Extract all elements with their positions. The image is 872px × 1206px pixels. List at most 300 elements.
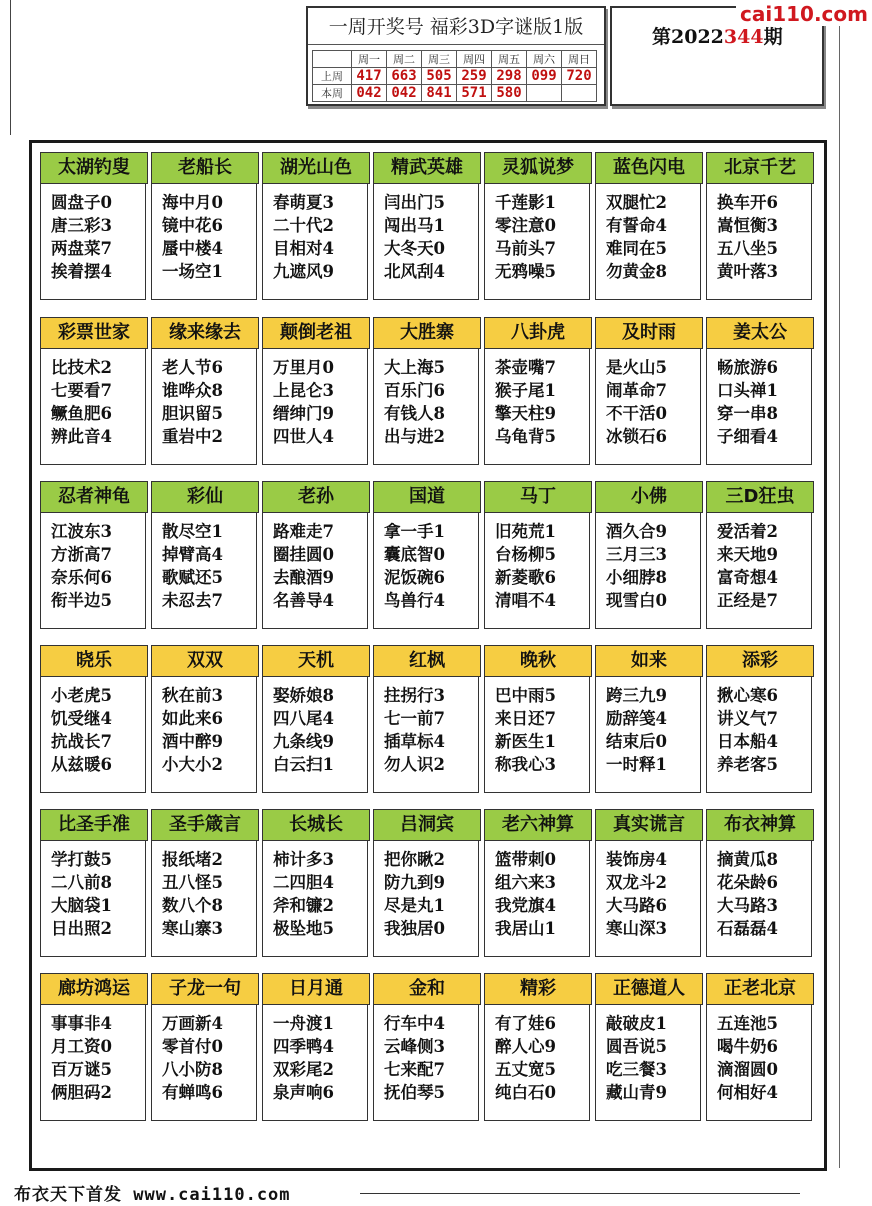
riddle-line: 蜃中楼4 bbox=[162, 239, 223, 258]
riddle-block-title: 太湖钓叟 bbox=[40, 152, 148, 184]
riddle-line: 吃三餐3 bbox=[606, 1060, 667, 1079]
riddle-line: 未忍去7 bbox=[162, 591, 223, 610]
draw-number: 841 bbox=[422, 85, 457, 102]
riddle-block-title: 吕洞宾 bbox=[373, 809, 481, 841]
riddle-lines bbox=[717, 848, 813, 940]
riddle-line: 柿计多3 bbox=[273, 850, 334, 869]
riddle-line: 勿黄金8 bbox=[606, 262, 667, 281]
riddle-block bbox=[595, 973, 701, 1121]
riddle-block bbox=[262, 809, 368, 957]
riddle-block bbox=[262, 481, 368, 629]
riddle-block bbox=[706, 152, 812, 300]
riddle-line: 辨此音4 bbox=[51, 427, 112, 446]
riddle-block-title: 晓乐 bbox=[40, 645, 148, 677]
riddle-block bbox=[151, 973, 257, 1121]
riddle-line: 老人节6 bbox=[162, 358, 223, 377]
riddle-lines bbox=[273, 191, 369, 283]
draw-number: 505 bbox=[422, 68, 457, 85]
weekly-draw-box bbox=[306, 6, 606, 106]
draw-number: 042 bbox=[352, 85, 387, 102]
riddle-line: 小老虎5 bbox=[51, 686, 112, 705]
riddle-lines bbox=[606, 1012, 702, 1104]
day-header: 周三 bbox=[422, 51, 457, 68]
riddle-block-title: 正德道人 bbox=[595, 973, 703, 1005]
riddle-block-title: 马丁 bbox=[484, 481, 592, 513]
riddle-line: 镜中花6 bbox=[162, 216, 223, 235]
riddle-line: 七一前7 bbox=[384, 709, 445, 728]
riddle-line: 无鸦噪5 bbox=[495, 262, 556, 281]
riddle-lines bbox=[384, 848, 480, 940]
riddle-line: 插草标4 bbox=[384, 732, 445, 751]
riddle-line: 掉臂高4 bbox=[162, 545, 223, 564]
riddle-line: 散尽空1 bbox=[162, 522, 223, 541]
riddle-line: 拿一手1 bbox=[384, 522, 445, 541]
riddle-block bbox=[262, 645, 368, 793]
riddle-line: 大冬天0 bbox=[384, 239, 445, 258]
riddle-lines bbox=[51, 1012, 147, 1104]
draw-number: 042 bbox=[387, 85, 422, 102]
riddle-line: 报纸堵2 bbox=[162, 850, 223, 869]
riddle-lines bbox=[495, 520, 591, 612]
riddle-line: 乌龟背5 bbox=[495, 427, 556, 446]
riddle-line: 圆盘子0 bbox=[51, 193, 112, 212]
riddle-line: 藏山青9 bbox=[606, 1083, 667, 1102]
riddle-line: 二八前8 bbox=[51, 873, 112, 892]
this-week-row bbox=[313, 85, 597, 102]
draw-number: 099 bbox=[527, 68, 562, 85]
riddle-line: 篮带刺0 bbox=[495, 850, 556, 869]
draw-number: 571 bbox=[457, 85, 492, 102]
riddle-lines bbox=[162, 191, 258, 283]
riddle-line: 我居山1 bbox=[495, 919, 556, 938]
site-logo-text[interactable]: cai110.com bbox=[736, 2, 872, 26]
riddle-lines bbox=[273, 684, 369, 776]
riddle-line: 敲破皮1 bbox=[606, 1014, 667, 1033]
riddle-block bbox=[595, 809, 701, 957]
riddle-line: 勿人识2 bbox=[384, 755, 445, 774]
riddle-block-title: 正老北京 bbox=[706, 973, 814, 1005]
riddle-lines bbox=[384, 356, 480, 448]
riddle-line: 泥饭碗6 bbox=[384, 568, 445, 587]
riddle-line: 装饰房4 bbox=[606, 850, 667, 869]
riddle-block bbox=[706, 973, 812, 1121]
riddle-line: 日本船4 bbox=[717, 732, 778, 751]
riddle-line: 新菱歌6 bbox=[495, 568, 556, 587]
riddle-line: 马前头7 bbox=[495, 239, 556, 258]
riddle-lines bbox=[384, 1012, 480, 1104]
riddle-block-title: 三D狂虫 bbox=[706, 481, 814, 513]
riddle-block-title: 姜太公 bbox=[706, 317, 814, 349]
riddle-block bbox=[373, 973, 479, 1121]
riddle-line: 闹革命7 bbox=[606, 381, 667, 400]
riddle-line: 千莲影1 bbox=[495, 193, 556, 212]
riddle-line: 闯出马1 bbox=[384, 216, 445, 235]
riddle-lines bbox=[273, 1012, 369, 1104]
riddle-lines bbox=[606, 848, 702, 940]
draw-number bbox=[562, 85, 597, 102]
riddle-line: 行车中4 bbox=[384, 1014, 445, 1033]
row-label: 本周 bbox=[313, 85, 352, 102]
footer-rule bbox=[360, 1193, 800, 1194]
riddle-lines bbox=[51, 520, 147, 612]
riddle-line: 数八个8 bbox=[162, 896, 223, 915]
riddle-block bbox=[151, 481, 257, 629]
riddle-line: 滴溜圆0 bbox=[717, 1060, 778, 1079]
riddle-block bbox=[706, 645, 812, 793]
riddle-lines bbox=[384, 191, 480, 283]
riddle-lines bbox=[162, 1012, 258, 1104]
riddle-line: 称我心3 bbox=[495, 755, 556, 774]
riddle-line: 富奇想4 bbox=[717, 568, 778, 587]
riddle-lines bbox=[717, 684, 813, 776]
riddle-block bbox=[595, 317, 701, 465]
riddle-block bbox=[40, 973, 146, 1121]
riddle-line: 四八尾4 bbox=[273, 709, 334, 728]
riddle-block-title: 添彩 bbox=[706, 645, 814, 677]
riddle-lines bbox=[51, 684, 147, 776]
riddle-line: 挨着摆4 bbox=[51, 262, 112, 281]
riddle-block bbox=[40, 152, 146, 300]
riddle-block-title: 颠倒老祖 bbox=[262, 317, 370, 349]
riddle-line: 百乐门6 bbox=[384, 381, 445, 400]
riddle-line: 是火山5 bbox=[606, 358, 667, 377]
riddle-grid bbox=[29, 140, 827, 1171]
riddle-line: 清唱不4 bbox=[495, 591, 556, 610]
riddle-line: 八小防8 bbox=[162, 1060, 223, 1079]
riddle-line: 圆吾说5 bbox=[606, 1037, 667, 1056]
day-header: 周五 bbox=[492, 51, 527, 68]
riddle-lines bbox=[606, 520, 702, 612]
riddle-line: 鸟兽行4 bbox=[384, 591, 445, 610]
riddle-line: 零首付0 bbox=[162, 1037, 223, 1056]
riddle-line: 学打鼓5 bbox=[51, 850, 112, 869]
riddle-line: 方浙高7 bbox=[51, 545, 112, 564]
riddle-line: 讲义气7 bbox=[717, 709, 778, 728]
riddle-block-title: 晚秋 bbox=[484, 645, 592, 677]
riddle-line: 去酿酒9 bbox=[273, 568, 334, 587]
riddle-line: 有蝉鸣6 bbox=[162, 1083, 223, 1102]
riddle-lines bbox=[495, 356, 591, 448]
riddle-block bbox=[484, 481, 590, 629]
riddle-line: 上昆仑3 bbox=[273, 381, 334, 400]
riddle-line: 丑八怪5 bbox=[162, 873, 223, 892]
riddle-lines bbox=[384, 520, 480, 612]
row-label: 上周 bbox=[313, 68, 352, 85]
riddle-block-title: 圣手箴言 bbox=[151, 809, 259, 841]
riddle-line: 口头禅1 bbox=[717, 381, 778, 400]
riddle-line: 现雪白0 bbox=[606, 591, 667, 610]
riddle-line: 畅旅游6 bbox=[717, 358, 778, 377]
riddle-line: 九遮风9 bbox=[273, 262, 334, 281]
draw-number: 663 bbox=[387, 68, 422, 85]
riddle-line: 俩胆码2 bbox=[51, 1083, 112, 1102]
riddle-lines bbox=[495, 684, 591, 776]
riddle-line: 五丈宽5 bbox=[495, 1060, 556, 1079]
riddle-block-title: 蓝色闪电 bbox=[595, 152, 703, 184]
riddle-line: 目相对4 bbox=[273, 239, 334, 258]
riddle-line: 嵩恒衡3 bbox=[717, 216, 778, 235]
riddle-lines bbox=[273, 848, 369, 940]
riddle-line: 台杨柳5 bbox=[495, 545, 556, 564]
riddle-line: 茶壶嘴7 bbox=[495, 358, 556, 377]
riddle-line: 双龙斗2 bbox=[606, 873, 667, 892]
issue-number: 第2022344期 bbox=[652, 26, 783, 48]
riddle-block bbox=[373, 152, 479, 300]
riddle-line: 不干活0 bbox=[606, 404, 667, 423]
riddle-block-title: 日月通 bbox=[262, 973, 370, 1005]
riddle-line: 饥受继4 bbox=[51, 709, 112, 728]
riddle-lines bbox=[606, 191, 702, 283]
riddle-lines bbox=[162, 356, 258, 448]
riddle-line: 重岩中2 bbox=[162, 427, 223, 446]
riddle-line: 巴中雨5 bbox=[495, 686, 556, 705]
riddle-lines bbox=[273, 356, 369, 448]
riddle-line: 极坠地5 bbox=[273, 919, 334, 938]
riddle-lines bbox=[606, 356, 702, 448]
riddle-line: 江波东3 bbox=[51, 522, 112, 541]
riddle-line: 纯白石0 bbox=[495, 1083, 556, 1102]
riddle-line: 寒山寨3 bbox=[162, 919, 223, 938]
riddle-line: 秋在前3 bbox=[162, 686, 223, 705]
riddle-block-title: 精武英雄 bbox=[373, 152, 481, 184]
riddle-line: 二十代2 bbox=[273, 216, 334, 235]
riddle-line: 有钱人8 bbox=[384, 404, 445, 423]
draw-number: 720 bbox=[562, 68, 597, 85]
riddle-line: 抚伯琴5 bbox=[384, 1083, 445, 1102]
riddle-line: 比技术2 bbox=[51, 358, 112, 377]
riddle-line: 组六来3 bbox=[495, 873, 556, 892]
riddle-block bbox=[373, 809, 479, 957]
riddle-block bbox=[595, 481, 701, 629]
riddle-line: 唐三彩3 bbox=[51, 216, 112, 235]
riddle-lines bbox=[495, 191, 591, 283]
draw-number: 580 bbox=[492, 85, 527, 102]
riddle-block-title: 老六神算 bbox=[484, 809, 592, 841]
riddle-line: 寒山深3 bbox=[606, 919, 667, 938]
riddle-line: 奈乐何6 bbox=[51, 568, 112, 587]
riddle-line: 旧苑荒1 bbox=[495, 522, 556, 541]
draw-number: 259 bbox=[457, 68, 492, 85]
riddle-line: 鳜鱼肥6 bbox=[51, 404, 112, 423]
riddle-line: 花朵龄6 bbox=[717, 873, 778, 892]
riddle-block-title: 八卦虎 bbox=[484, 317, 592, 349]
riddle-line: 来日还7 bbox=[495, 709, 556, 728]
riddle-line: 白云扫1 bbox=[273, 755, 334, 774]
riddle-block bbox=[484, 973, 590, 1121]
riddle-line: 揪心寒6 bbox=[717, 686, 778, 705]
riddle-line: 衔半边5 bbox=[51, 591, 112, 610]
riddle-line: 尽是丸1 bbox=[384, 896, 445, 915]
riddle-line: 七来配7 bbox=[384, 1060, 445, 1079]
riddle-lines bbox=[51, 848, 147, 940]
riddle-line: 我独居0 bbox=[384, 919, 445, 938]
riddle-block-title: 大胜寨 bbox=[373, 317, 481, 349]
riddle-line: 防九到9 bbox=[384, 873, 445, 892]
riddle-block-title: 长城长 bbox=[262, 809, 370, 841]
riddle-line: 万画新4 bbox=[162, 1014, 223, 1033]
riddle-block-title: 红枫 bbox=[373, 645, 481, 677]
riddle-line: 新医生1 bbox=[495, 732, 556, 751]
riddle-block-title: 灵狐说梦 bbox=[484, 152, 592, 184]
riddle-line: 小大小2 bbox=[162, 755, 223, 774]
day-header-row bbox=[313, 51, 597, 68]
riddle-lines bbox=[717, 520, 813, 612]
riddle-line: 北风刮4 bbox=[384, 262, 445, 281]
riddle-line: 歌赋还5 bbox=[162, 568, 223, 587]
riddle-line: 三月三3 bbox=[606, 545, 667, 564]
riddle-lines bbox=[606, 684, 702, 776]
riddle-line: 何相好4 bbox=[717, 1083, 778, 1102]
riddle-block bbox=[595, 152, 701, 300]
riddle-block bbox=[373, 317, 479, 465]
riddle-block-title: 及时雨 bbox=[595, 317, 703, 349]
riddle-block-title: 老孙 bbox=[262, 481, 370, 513]
riddle-line: 海中月0 bbox=[162, 193, 223, 212]
riddle-block bbox=[262, 152, 368, 300]
riddle-lines bbox=[717, 1012, 813, 1104]
riddle-line: 猴子尾1 bbox=[495, 381, 556, 400]
riddle-line: 娶娇娘8 bbox=[273, 686, 334, 705]
riddle-lines bbox=[273, 520, 369, 612]
riddle-block bbox=[706, 317, 812, 465]
riddle-line: 穿一串8 bbox=[717, 404, 778, 423]
riddle-block-title: 金和 bbox=[373, 973, 481, 1005]
riddle-line: 有了娃6 bbox=[495, 1014, 556, 1033]
riddle-block bbox=[484, 317, 590, 465]
riddle-line: 把你瞅2 bbox=[384, 850, 445, 869]
riddle-line: 大脑袋1 bbox=[51, 896, 112, 915]
riddle-block bbox=[262, 973, 368, 1121]
riddle-line: 酒中醉9 bbox=[162, 732, 223, 751]
riddle-block-title: 彩票世家 bbox=[40, 317, 148, 349]
footer-text: 布衣天下首发 www.cai110.com bbox=[14, 1185, 291, 1205]
riddle-block bbox=[373, 481, 479, 629]
right-margin-rule bbox=[839, 8, 840, 1168]
riddle-lines bbox=[162, 848, 258, 940]
left-margin-rule bbox=[10, 0, 11, 135]
riddle-block-title: 比圣手准 bbox=[40, 809, 148, 841]
riddle-line: 四世人4 bbox=[273, 427, 334, 446]
draw-box-title: 一周开奖号 福彩3D字谜版1版 bbox=[308, 10, 604, 45]
riddle-line: 正经是7 bbox=[717, 591, 778, 610]
riddle-block bbox=[262, 317, 368, 465]
riddle-line: 喝牛奶6 bbox=[717, 1037, 778, 1056]
day-header: 周二 bbox=[387, 51, 422, 68]
riddle-line: 子细看4 bbox=[717, 427, 778, 446]
riddle-line: 难同在5 bbox=[606, 239, 667, 258]
riddle-line: 圈挂圆0 bbox=[273, 545, 334, 564]
draw-number: 298 bbox=[492, 68, 527, 85]
riddle-block-title: 布衣神算 bbox=[706, 809, 814, 841]
draw-results-table bbox=[312, 50, 597, 102]
riddle-lines bbox=[162, 520, 258, 612]
riddle-block-title: 真实谎言 bbox=[595, 809, 703, 841]
riddle-line: 摘黄瓜8 bbox=[717, 850, 778, 869]
riddle-lines bbox=[51, 356, 147, 448]
riddle-line: 结束后0 bbox=[606, 732, 667, 751]
riddle-line: 大上海5 bbox=[384, 358, 445, 377]
riddle-line: 日出照2 bbox=[51, 919, 112, 938]
riddle-line: 云峰侧3 bbox=[384, 1037, 445, 1056]
riddle-block-title: 彩仙 bbox=[151, 481, 259, 513]
riddle-lines bbox=[384, 684, 480, 776]
riddle-line: 有誓命4 bbox=[606, 216, 667, 235]
riddle-line: 泉声响6 bbox=[273, 1083, 334, 1102]
riddle-block bbox=[373, 645, 479, 793]
riddle-line: 零注意0 bbox=[495, 216, 556, 235]
riddle-block bbox=[151, 317, 257, 465]
riddle-line: 抗战长7 bbox=[51, 732, 112, 751]
riddle-block bbox=[151, 152, 257, 300]
riddle-block-title: 廊坊鸿运 bbox=[40, 973, 148, 1005]
riddle-line: 胆识留5 bbox=[162, 404, 223, 423]
riddle-line: 二四胆4 bbox=[273, 873, 334, 892]
riddle-line: 四季鸭4 bbox=[273, 1037, 334, 1056]
riddle-block-title: 国道 bbox=[373, 481, 481, 513]
riddle-block bbox=[484, 645, 590, 793]
riddle-line: 换车开6 bbox=[717, 193, 778, 212]
riddle-line: 双腿忙2 bbox=[606, 193, 667, 212]
riddle-block bbox=[40, 809, 146, 957]
riddle-line: 谁哗众8 bbox=[162, 381, 223, 400]
riddle-lines bbox=[495, 1012, 591, 1104]
riddle-block-title: 缘来缘去 bbox=[151, 317, 259, 349]
riddle-block bbox=[40, 645, 146, 793]
riddle-line: 斧和镰2 bbox=[273, 896, 334, 915]
day-header: 周日 bbox=[562, 51, 597, 68]
draw-number bbox=[527, 85, 562, 102]
riddle-line: 冰锁石6 bbox=[606, 427, 667, 446]
day-header: 周六 bbox=[527, 51, 562, 68]
day-header: 周一 bbox=[352, 51, 387, 68]
riddle-line: 一舟渡1 bbox=[273, 1014, 334, 1033]
riddle-block-title: 天机 bbox=[262, 645, 370, 677]
riddle-block bbox=[40, 317, 146, 465]
riddle-lines bbox=[51, 191, 147, 283]
riddle-line: 一场空1 bbox=[162, 262, 223, 281]
riddle-line: 黄叶落3 bbox=[717, 262, 778, 281]
draw-number: 417 bbox=[352, 68, 387, 85]
riddle-block bbox=[484, 809, 590, 957]
riddle-block-title: 双双 bbox=[151, 645, 259, 677]
riddle-line: 醉人心9 bbox=[495, 1037, 556, 1056]
riddle-block-title: 精彩 bbox=[484, 973, 592, 1005]
riddle-line: 拄拐行3 bbox=[384, 686, 445, 705]
riddle-line: 路难走7 bbox=[273, 522, 334, 541]
riddle-line: 小细脖8 bbox=[606, 568, 667, 587]
riddle-line: 大马路3 bbox=[717, 896, 778, 915]
riddle-line: 酒久合9 bbox=[606, 522, 667, 541]
riddle-block bbox=[706, 481, 812, 629]
riddle-block-title: 北京千艺 bbox=[706, 152, 814, 184]
riddle-lines bbox=[717, 356, 813, 448]
riddle-line: 缙绅门9 bbox=[273, 404, 334, 423]
riddle-block-title: 忍者神龟 bbox=[40, 481, 148, 513]
riddle-block bbox=[40, 481, 146, 629]
last-week-row bbox=[313, 68, 597, 85]
riddle-line: 月工资0 bbox=[51, 1037, 112, 1056]
riddle-line: 百万谜5 bbox=[51, 1060, 112, 1079]
riddle-line: 跨三九9 bbox=[606, 686, 667, 705]
riddle-line: 大马路6 bbox=[606, 896, 667, 915]
day-header: 周四 bbox=[457, 51, 492, 68]
riddle-lines bbox=[495, 848, 591, 940]
riddle-block bbox=[595, 645, 701, 793]
riddle-line: 双彩尾2 bbox=[273, 1060, 334, 1079]
riddle-block-title: 湖光山色 bbox=[262, 152, 370, 184]
riddle-line: 五连池5 bbox=[717, 1014, 778, 1033]
riddle-block bbox=[706, 809, 812, 957]
